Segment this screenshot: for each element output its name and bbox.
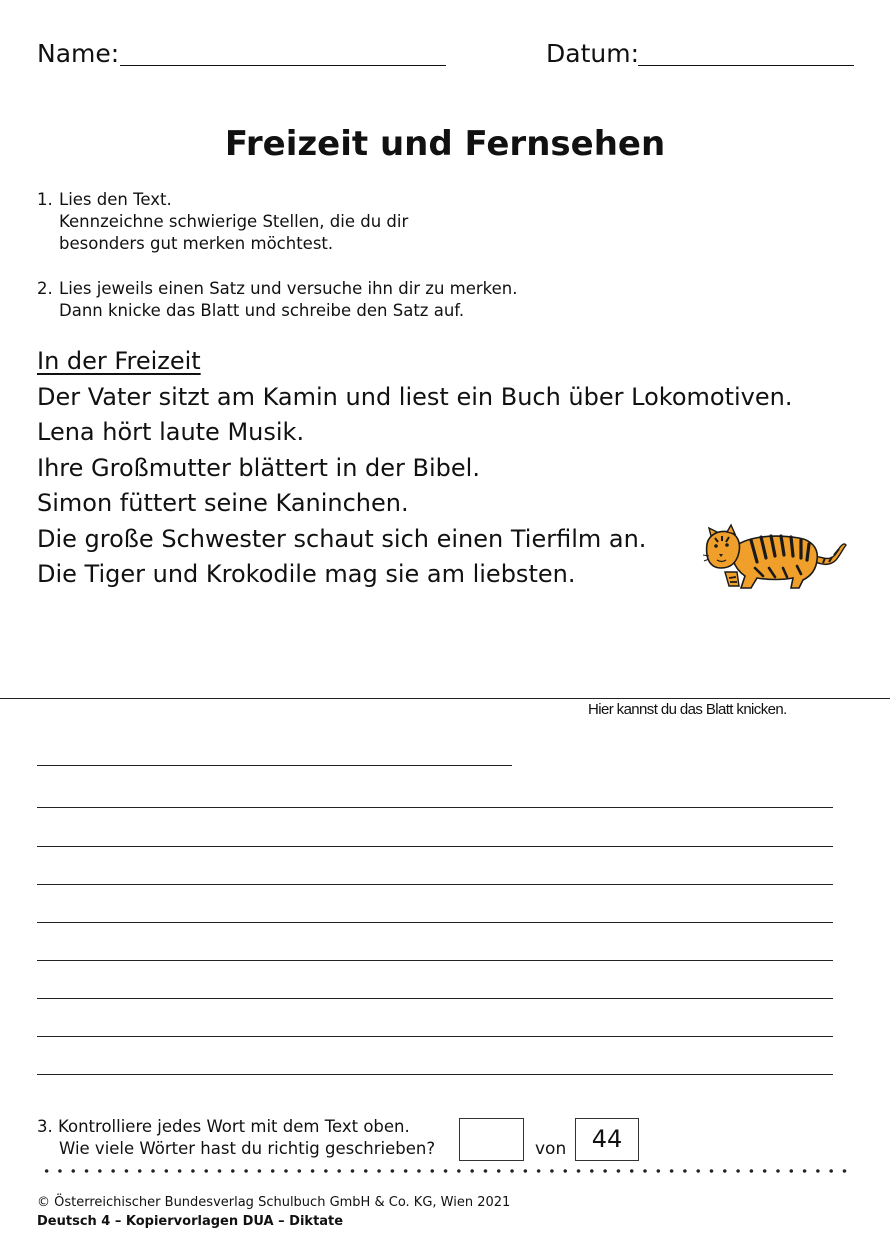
name-label: Name: <box>37 39 120 68</box>
dictation-heading: In der Freizeit <box>37 347 201 375</box>
writing-line[interactable] <box>37 846 833 847</box>
writing-line[interactable] <box>37 998 833 999</box>
copyright-text: © Österreichischer Bundesverlag Schulbuch GmbH & Co. KG, Wien 2021 <box>37 1195 511 1210</box>
writing-line[interactable] <box>37 807 833 808</box>
date-field[interactable] <box>638 65 854 66</box>
series-title: Deutsch 4 – Kopiervorlagen DUA – Diktate <box>37 1214 344 1229</box>
writing-line[interactable] <box>37 922 833 923</box>
task-1-line-1: Lies den Text. <box>59 190 172 209</box>
tiger-illustration <box>703 522 848 592</box>
date-label: Datum: <box>546 39 639 68</box>
von-label: von <box>535 1139 567 1159</box>
writing-line[interactable] <box>37 1036 833 1037</box>
task-1 <box>37 189 537 259</box>
dotted-separator <box>40 1168 852 1174</box>
fold-note: Hier kannst du das Blatt knicken. <box>588 701 787 718</box>
writing-line[interactable] <box>37 765 512 766</box>
task-1-line-3: besonders gut merken möchtest. <box>59 234 334 253</box>
worksheet-title: Freizeit und Fernsehen <box>224 124 666 164</box>
writing-line[interactable] <box>37 884 833 885</box>
dictation-text <box>37 344 792 593</box>
sentence-5: Die große Schwester schaut sich einen Tierfilm an. <box>37 524 647 553</box>
task-2 <box>37 278 597 324</box>
sentence-6: Die Tiger und Krokodile mag sie am liebsten. <box>37 560 576 588</box>
writing-line[interactable] <box>37 1074 833 1075</box>
task-2-line-1: Lies jeweils einen Satz und versuche ihn dir zu merken. <box>59 279 518 298</box>
sentence-2: Lena hört laute Musik. <box>37 418 305 446</box>
task-2-line-2: Dann knicke das Blatt und schreibe den Satz auf. <box>59 301 465 320</box>
writing-line[interactable] <box>37 960 833 961</box>
task-1-number: 1. <box>37 190 53 209</box>
correct-words-box[interactable] <box>459 1118 524 1161</box>
task-3-line-1: Kontrolliere jedes Wort mit dem Text oben. <box>58 1117 410 1136</box>
task-3 <box>37 1116 435 1160</box>
sentence-4: Simon füttert seine Kaninchen. <box>37 489 409 517</box>
sentence-3: Ihre Großmutter blättert in der Bibel. <box>37 453 480 482</box>
sentence-1: Der Vater sitzt am Kamin und liest ein Buch über Lokomotiven. <box>37 382 793 411</box>
task-2-number: 2. <box>37 279 53 298</box>
total-words-box: 44 <box>575 1118 639 1161</box>
task-3-line-2: Wie viele Wörter hast du richtig geschrieben? <box>59 1139 436 1158</box>
fold-line <box>0 698 890 699</box>
task-3-number: 3. <box>37 1117 53 1136</box>
name-field[interactable] <box>120 65 446 66</box>
task-1-line-2: Kennzeichne schwierige Stellen, die du dir <box>59 212 409 231</box>
